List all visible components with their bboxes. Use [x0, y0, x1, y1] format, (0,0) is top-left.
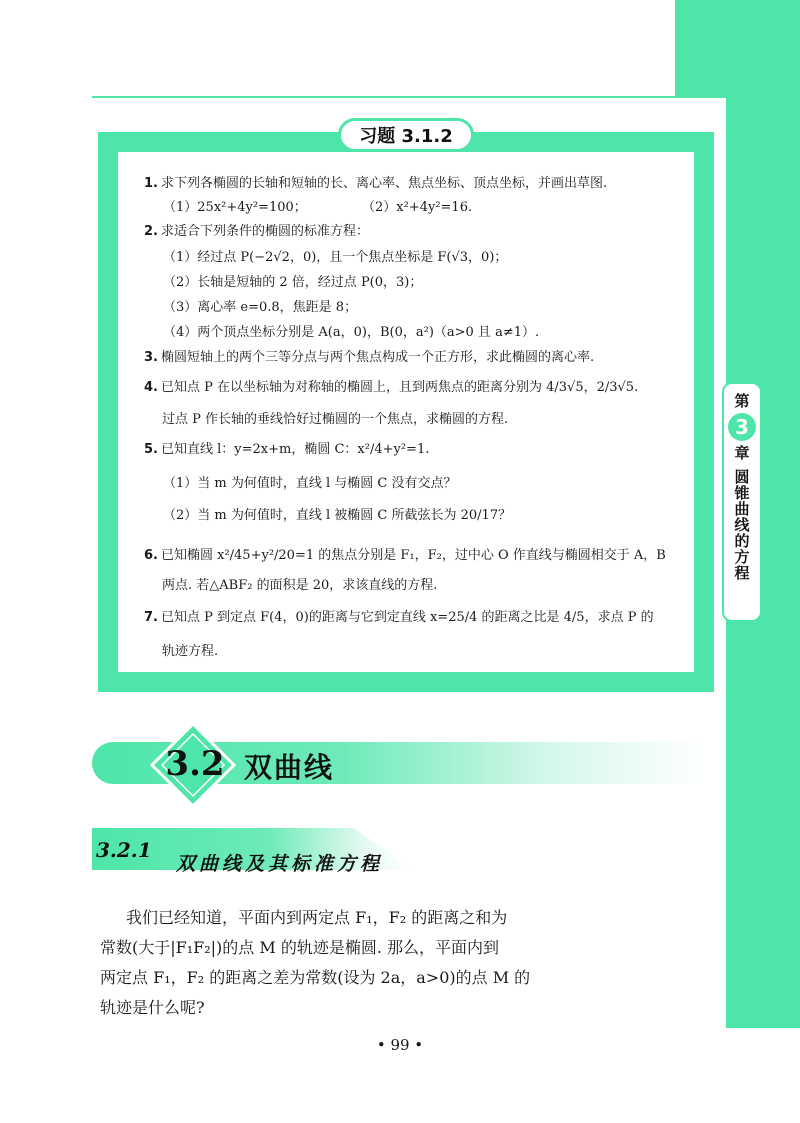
section-number: 3.2: [165, 744, 225, 784]
problem-4: [144, 376, 638, 395]
chapter-title: 圆锥曲线的方程: [732, 469, 751, 581]
chapter-tab[interactable]: [722, 382, 762, 622]
problem-2-part-1: （1）经过点 P(−2√2，0)，且一个焦点坐标是 F(√3，0)；: [163, 250, 508, 265]
problem-text: 已知点 P 在以坐标轴为对称轴的椭圆上，且到两焦点的距离分别为 4/3√5，2/3√5.: [160, 380, 639, 395]
problem-number: 2.: [144, 224, 158, 239]
subsection-number: 3.2.1: [96, 838, 152, 862]
problem-2-part-3: （3）离心率 e=0.8，焦距是 8；: [163, 300, 358, 315]
problem-number: 4.: [144, 380, 158, 395]
chapter-suffix: 章: [734, 444, 750, 462]
problem-2: [144, 220, 369, 239]
problem-2-part-4: （4）两个顶点坐标分别是 A(a，0)，B(0，a²)（a>0 且 a≠1）.: [163, 325, 540, 340]
problem-number: 1.: [144, 176, 158, 191]
problem-number: 5.: [144, 442, 158, 457]
problem-7-continued: 轨迹方程.: [162, 644, 219, 659]
body-line: 我们已经知道，平面内到两定点 F₁，F₂ 的距离之和为: [126, 908, 508, 927]
problem-text: 椭圆短轴上的两个三等分点与两个焦点构成一个正方形，求此椭圆的离心率.: [160, 350, 595, 365]
problem-text: 已知点 P 到定点 F(4，0)的距离与它到定直线 x=25/4 的距离之比是 4/5，求点 P 的: [160, 610, 654, 625]
problem-text: 求下列各椭圆的长轴和短轴的长、离心率、焦点坐标、顶点坐标，并画出草图.: [160, 176, 608, 191]
body-line: 轨迹是什么呢?: [100, 998, 205, 1017]
problem-1-part-1: （1）25x²+4y²=100；: [163, 200, 307, 215]
header-rule: [92, 96, 800, 98]
body-line: 两定点 F₁，F₂ 的距离之差为常数(设为 2a，a>0)的点 M 的: [100, 968, 531, 987]
problem-6-continued: 两点. 若△ABF₂ 的面积是 20，求该直线的方程.: [162, 578, 438, 593]
problem-2-part-2: （2）长轴是短轴的 2 倍，经过点 P(0，3)；: [163, 275, 423, 290]
problem-number: 3.: [144, 350, 158, 365]
problem-6: [144, 544, 666, 563]
problem-number: 6.: [144, 548, 158, 563]
problem-1-part-2: （2）x²+4y²=16.: [362, 200, 473, 215]
exercise-title: 习题 3.1.2: [338, 118, 474, 152]
problem-number: 7.: [144, 610, 158, 625]
problem-7: [144, 606, 654, 625]
problem-5-part-2: （2）当 m 为何值时，直线 l 被椭圆 C 所截弦长为 20/17？: [163, 508, 512, 523]
problem-3: [144, 346, 594, 365]
page-number: • 99 •: [376, 1036, 424, 1054]
problem-1: [144, 172, 607, 191]
chapter-prefix: 第: [734, 392, 750, 410]
subsection-title: 双曲线及其标准方程: [176, 853, 384, 875]
problem-5: [144, 438, 429, 457]
problem-text: 已知直线 l：y=2x+m，椭圆 C：x²/4+y²=1.: [160, 442, 430, 457]
section-title: 双曲线: [244, 751, 335, 784]
problem-5-part-1: （1）当 m 为何值时，直线 l 与椭圆 C 没有交点？: [163, 476, 457, 491]
corner-decoration: [675, 0, 800, 98]
chapter-number-badge: 3: [728, 413, 756, 441]
problem-text: 已知椭圆 x²/45+y²/20=1 的焦点分别是 F₁，F₂，过中心 O 作直线与椭圆相交于 A，B: [160, 548, 666, 563]
problem-4-continued: 过点 P 作长轴的垂线恰好过椭圆的一个焦点，求椭圆的方程.: [162, 412, 509, 427]
body-line: 常数(大于|F₁F₂|)的点 M 的轨迹是椭圆. 那么，平面内到: [100, 938, 500, 957]
problem-text: 求适合下列条件的椭圆的标准方程：: [160, 224, 369, 239]
